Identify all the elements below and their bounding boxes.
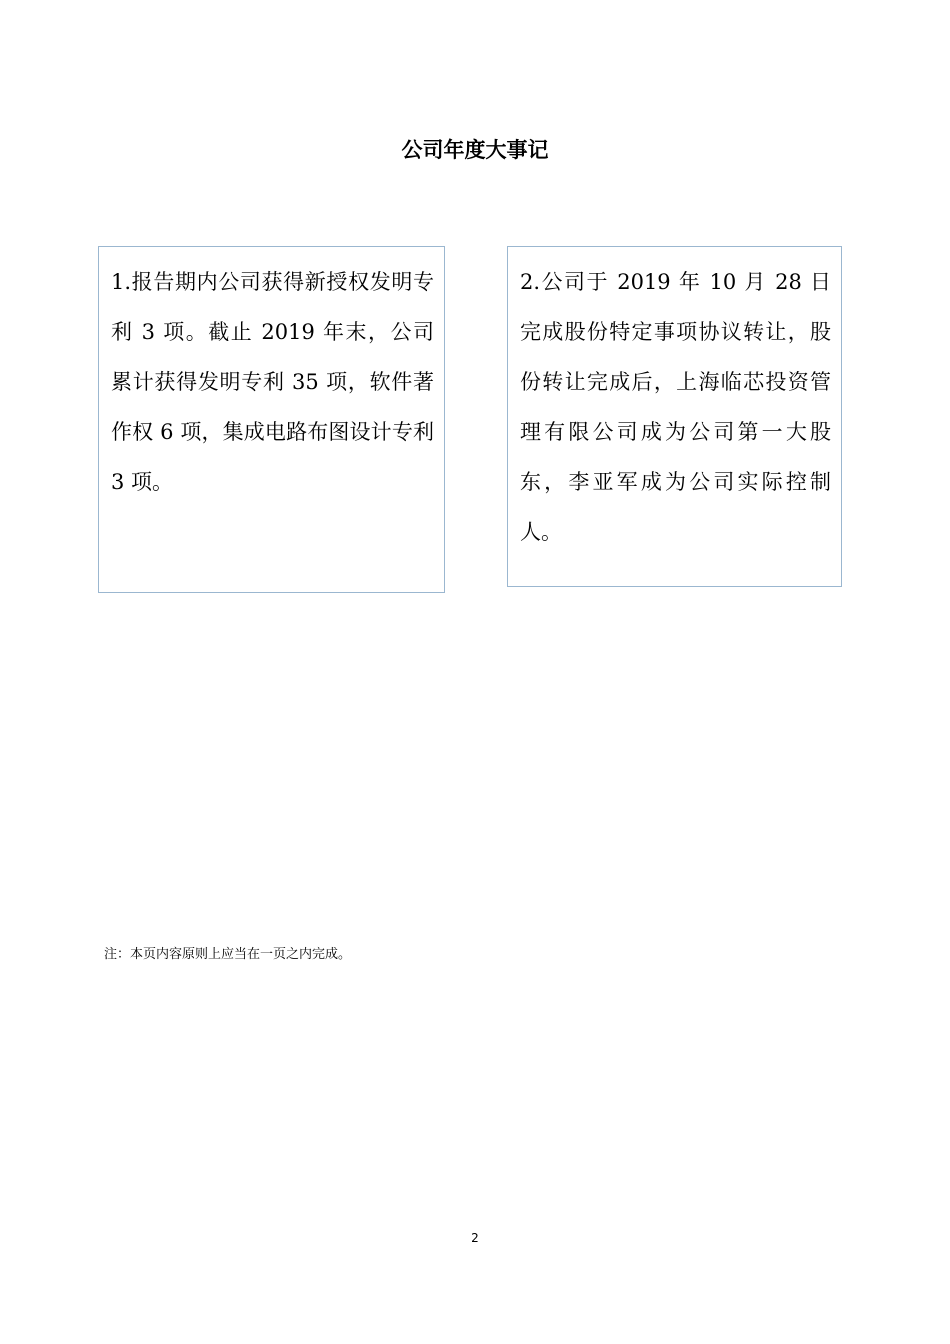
event-text-patents: 1.报告期内公司获得新授权发明专利 3 项。截止 2019 年末，公司累计获得发明专利 35 项，软件著作权 6 项，集成电路布图设计专利 3 项。 bbox=[111, 270, 434, 494]
footnote: 注：本页内容原则上应当在一页之内完成。 bbox=[104, 947, 352, 962]
event-box-patents bbox=[98, 246, 445, 593]
event-text-share-transfer: 2.公司于 2019 年 10 月 28 日完成股份特定事项协议转让，股份转让完成后，上海临芯投资管理有限公司成为公司第一大股东，李亚军成为公司实际控制人。 bbox=[520, 270, 831, 544]
page-title: 公司年度大事记 bbox=[401, 138, 549, 162]
page-number: 2 bbox=[471, 1231, 479, 1245]
event-box-share-transfer bbox=[507, 246, 842, 587]
